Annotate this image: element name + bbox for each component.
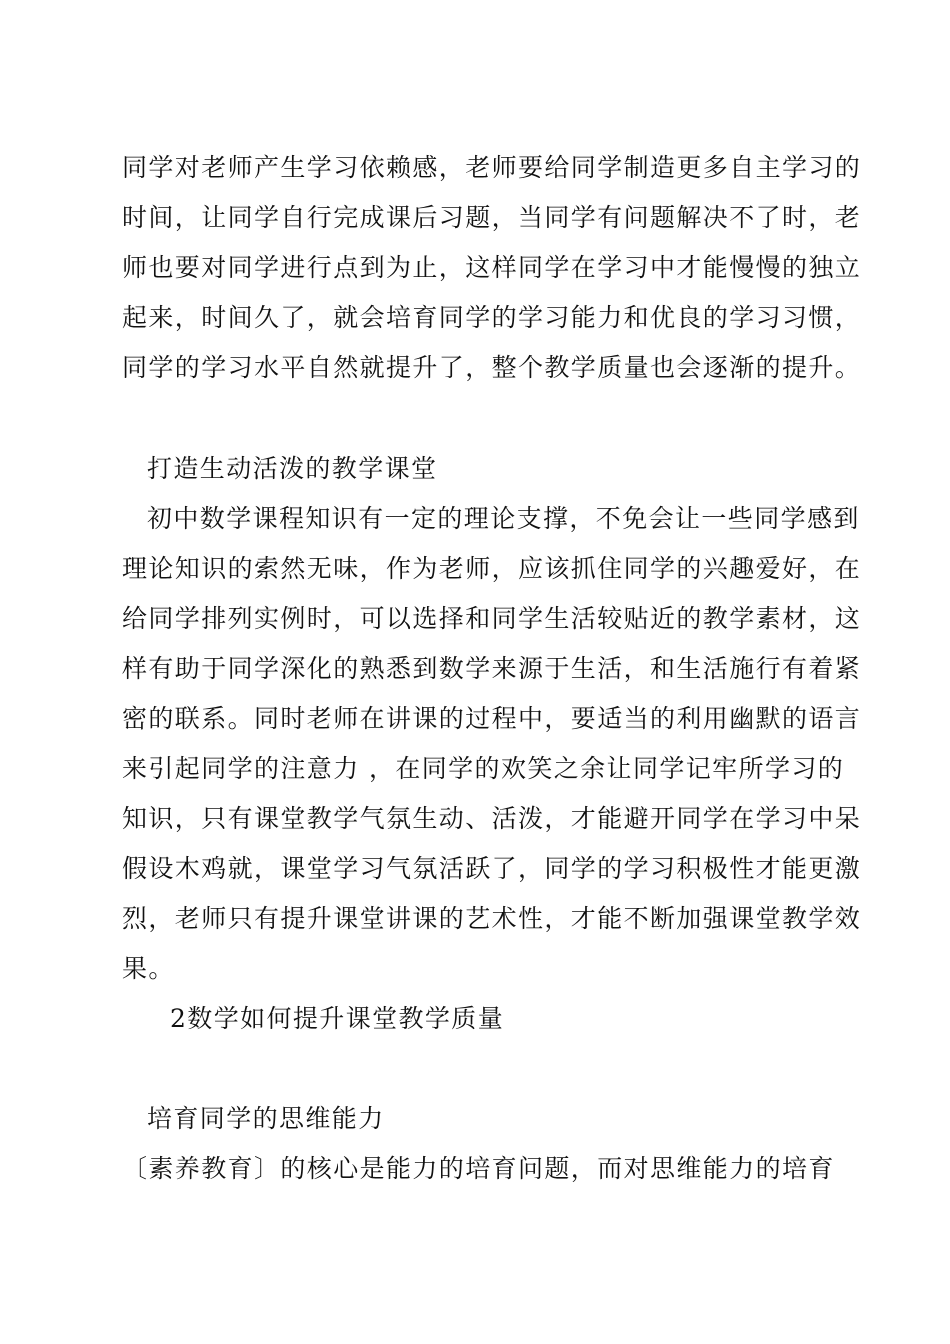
- paragraph-1-line-2: 时间，让同学自行完成课后习题，当同学有问题解决不了时，老: [122, 203, 862, 232]
- paragraph-2-line-7: 知识，只有课堂教学气氛生动、活泼，才能避开同学在学习中呆: [122, 804, 862, 833]
- paragraph-2-line-9: 烈，老师只有提升课堂讲课的艺术性，才能不断加强课堂教学效: [122, 904, 862, 933]
- paragraph-2-line-4: 样有助于同学深化的熟悉到数学来源于生活，和生活施行有着紧: [122, 654, 862, 683]
- paragraph-2-line-8: 假设木鸡就，课堂学习气氛活跃了，同学的学习积极性才能更激: [122, 854, 862, 883]
- paragraph-1-line-3: 师也要对同学进行点到为止，这样同学在学习中才能慢慢的独立: [122, 253, 862, 282]
- paragraph-3-line-1: 〔素养教育〕的核心是能力的培育问题，而对思维能力的培育: [122, 1154, 835, 1183]
- paragraph-2-line-5: 密的联系。同时老师在讲课的过程中，要适当的利用幽默的语言: [122, 704, 862, 733]
- paragraph-1-line-5: 同学的学习水平自然就提升了，整个教学质量也会逐渐的提升。: [122, 353, 862, 382]
- paragraph-2-line-3: 给同学排列实例时，可以选择和同学生活较贴近的教学素材，这: [122, 604, 862, 633]
- section-heading-lively-classroom: 打造生动活泼的教学课堂: [147, 454, 438, 483]
- section-heading-improve-quality: 2数学如何提升课堂教学质量: [170, 1004, 505, 1033]
- paragraph-1-line-4: 起来，时间久了，就会培育同学的学习能力和优良的学习习惯，: [122, 303, 862, 332]
- paragraph-2-line-2: 理论知识的索然无味，作为老师，应该抓住同学的兴趣爱好，在: [122, 554, 862, 583]
- paragraph-2-line-6: 来引起同学的注意力 ，在同学的欢笑之余让同学记牢所学习的: [122, 754, 845, 783]
- paragraph-2-line-10: 果。: [122, 954, 175, 983]
- paragraph-1-line-1: 同学对老师产生学习依赖感，老师要给同学制造更多自主学习的: [122, 153, 862, 182]
- paragraph-2-line-1: 初中数学课程知识有一定的理论支撑，不免会让一些同学感到: [147, 504, 860, 533]
- section-heading-thinking-ability: 培育同学的思维能力: [147, 1104, 385, 1133]
